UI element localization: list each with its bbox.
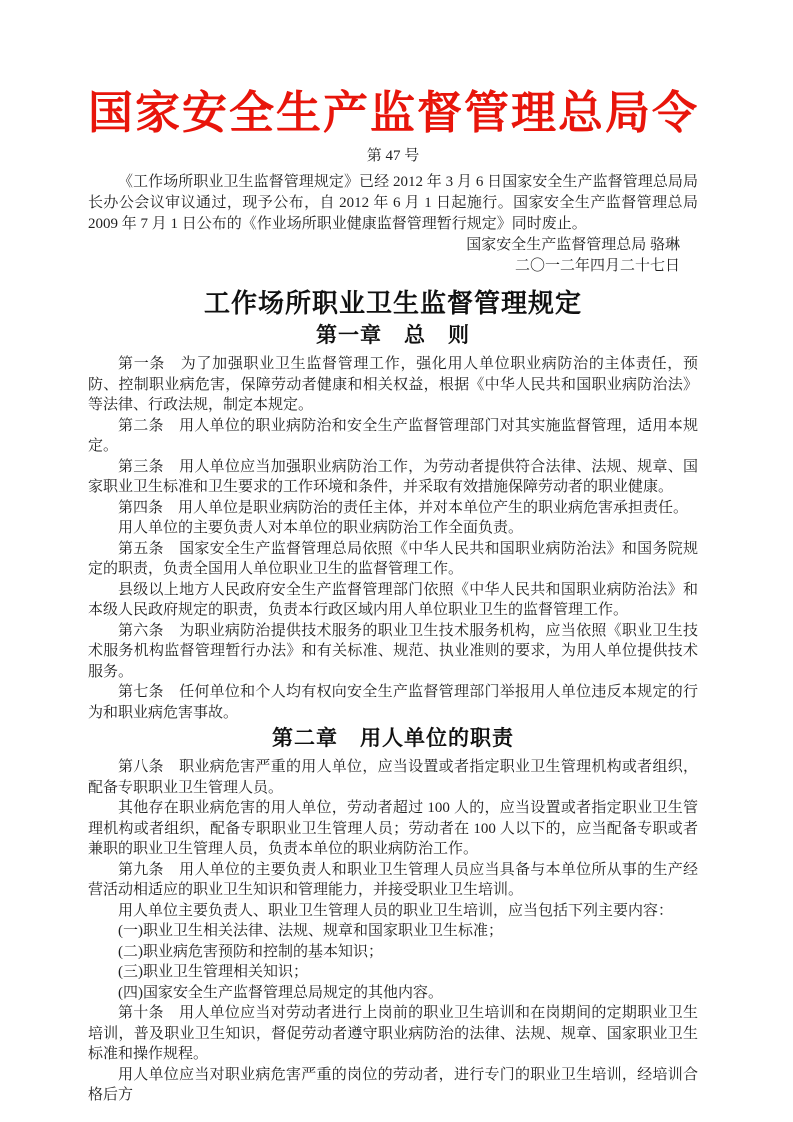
regulation-title: 工作场所职业卫生监督管理规定 [203, 287, 582, 318]
article-paragraph: 用人单位应当对职业病危害严重的岗位的劳动者，进行专门的职业卫生培训，经培训合格后方 [88, 1066, 698, 1104]
article-paragraph: 用人单位主要负责人、职业卫生管理人员的职业卫生培训，应当包括下列主要内容： [118, 902, 674, 919]
list-item-paragraph: (三)职业卫生管理相关知识； [118, 964, 308, 981]
agency-order-title: 国家安全生产监督管理总局令 [88, 88, 700, 138]
list-item-paragraph: (二)职业病危害预防和控制的基本知识； [118, 943, 383, 960]
article-paragraph: 第一条 为了加强职业卫生监督管理工作，强化用人单位职业病防治的主体责任，预防、控制职业病危害，保障劳动者健康和相关权益，根据《中华人民共和国职业病防治法》等法律、行政法规，制定本规定。 [88, 356, 698, 414]
preamble-paragraph: 《工作场所职业卫生监督管理规定》已经 2012 年 3 月 6 日国家安全生产监督管理总局局长办公会议审议通过，现予公布，自 2012 年 6 月 1 日起施行。国家安全生产监督管理总局 2009 年 7 月 1 日公布的《作业场所职业健康监督管理暂行规定》同时废止。 [88, 173, 698, 232]
article-paragraph: 其他存在职业病危害的用人单位，劳动者超过 100 人的，应当设置或者指定职业卫生管理机构或者组织，配备专职职业卫生管理人员；劳动者在 100 人以下的，应当配备专职或者兼职的职业卫生管理人员，负责本单位的职业病防治工作。 [88, 800, 698, 858]
article-paragraph: 第八条 职业病危害严重的用人单位，应当设置或者指定职业卫生管理机构或者组织，配备专职职业卫生管理人员。 [88, 759, 698, 796]
article-paragraph: 第十条 用人单位应当对劳动者进行上岗前的职业卫生培训和在岗期间的定期职业卫生培训，普及职业卫生知识，督促劳动者遵守职业病防治的法律、法规、规章、国家职业卫生标准和操作规程。 [88, 1005, 698, 1063]
article-paragraph: 县级以上地方人民政府安全生产监督管理部门依照《中华人民共和国职业病防治法》和本级人民政府规定的职责，负责本行政区域内用人单位职业卫生的监督管理工作。 [88, 581, 698, 619]
article-paragraph: 第四条 用人单位是职业病防治的责任主体，并对本单位产生的职业病危害承担责任。 [118, 499, 689, 516]
list-item-paragraph: (一)职业卫生相关法律、法规、规章和国家职业卫生标准； [118, 923, 503, 940]
article-paragraph: 第六条 为职业病防治提供技术服务的职业卫生技术服务机构，应当依照《职业卫生技术服务机构监督管理暂行办法》和有关标准、规范、执业准则的要求，为用人单位提供技术服务。 [88, 622, 698, 680]
order-number: 第 47 号 [366, 147, 420, 164]
chapter-2-heading: 第二章 用人单位的职责 [272, 727, 514, 751]
article-paragraph: 第七条 任何单位和个人均有权向安全生产监督管理部门举报用人单位违反本规定的行为和职业病危害事故。 [88, 684, 698, 721]
signature-line: 国家安全生产监督管理总局 骆琳 [466, 236, 680, 253]
date-line: 二〇一二年四月二十七日 [514, 258, 680, 275]
list-item-paragraph: (四)国家安全生产监督管理总局规定的其他内容。 [118, 984, 443, 1001]
article-paragraph: 第三条 用人单位应当加强职业病防治工作，为劳动者提供符合法律、法规、规章、国家职业卫生标准和卫生要求的工作环境和条件，并采取有效措施保障劳动者的职业健康。 [88, 458, 698, 496]
chapter-1-heading: 第一章 总 则 [316, 323, 470, 347]
article-paragraph: 第五条 国家安全生产监督管理总局依照《中华人民共和国职业病防治法》和国务院规定的职责，负责全国用人单位职业卫生的监督管理工作。 [88, 540, 698, 578]
article-paragraph: 用人单位的主要负责人对本单位的职业病防治工作全面负责。 [118, 520, 524, 537]
article-paragraph: 第九条 用人单位的主要负责人和职业卫生管理人员应当具备与本单位所从事的生产经营活动相适应的职业卫生知识和管理能力，并接受职业卫生培训。 [88, 861, 698, 899]
article-paragraph: 第二条 用人单位的职业病防治和安全生产监督管理部门对其实施监督管理，适用本规定。 [88, 417, 698, 455]
